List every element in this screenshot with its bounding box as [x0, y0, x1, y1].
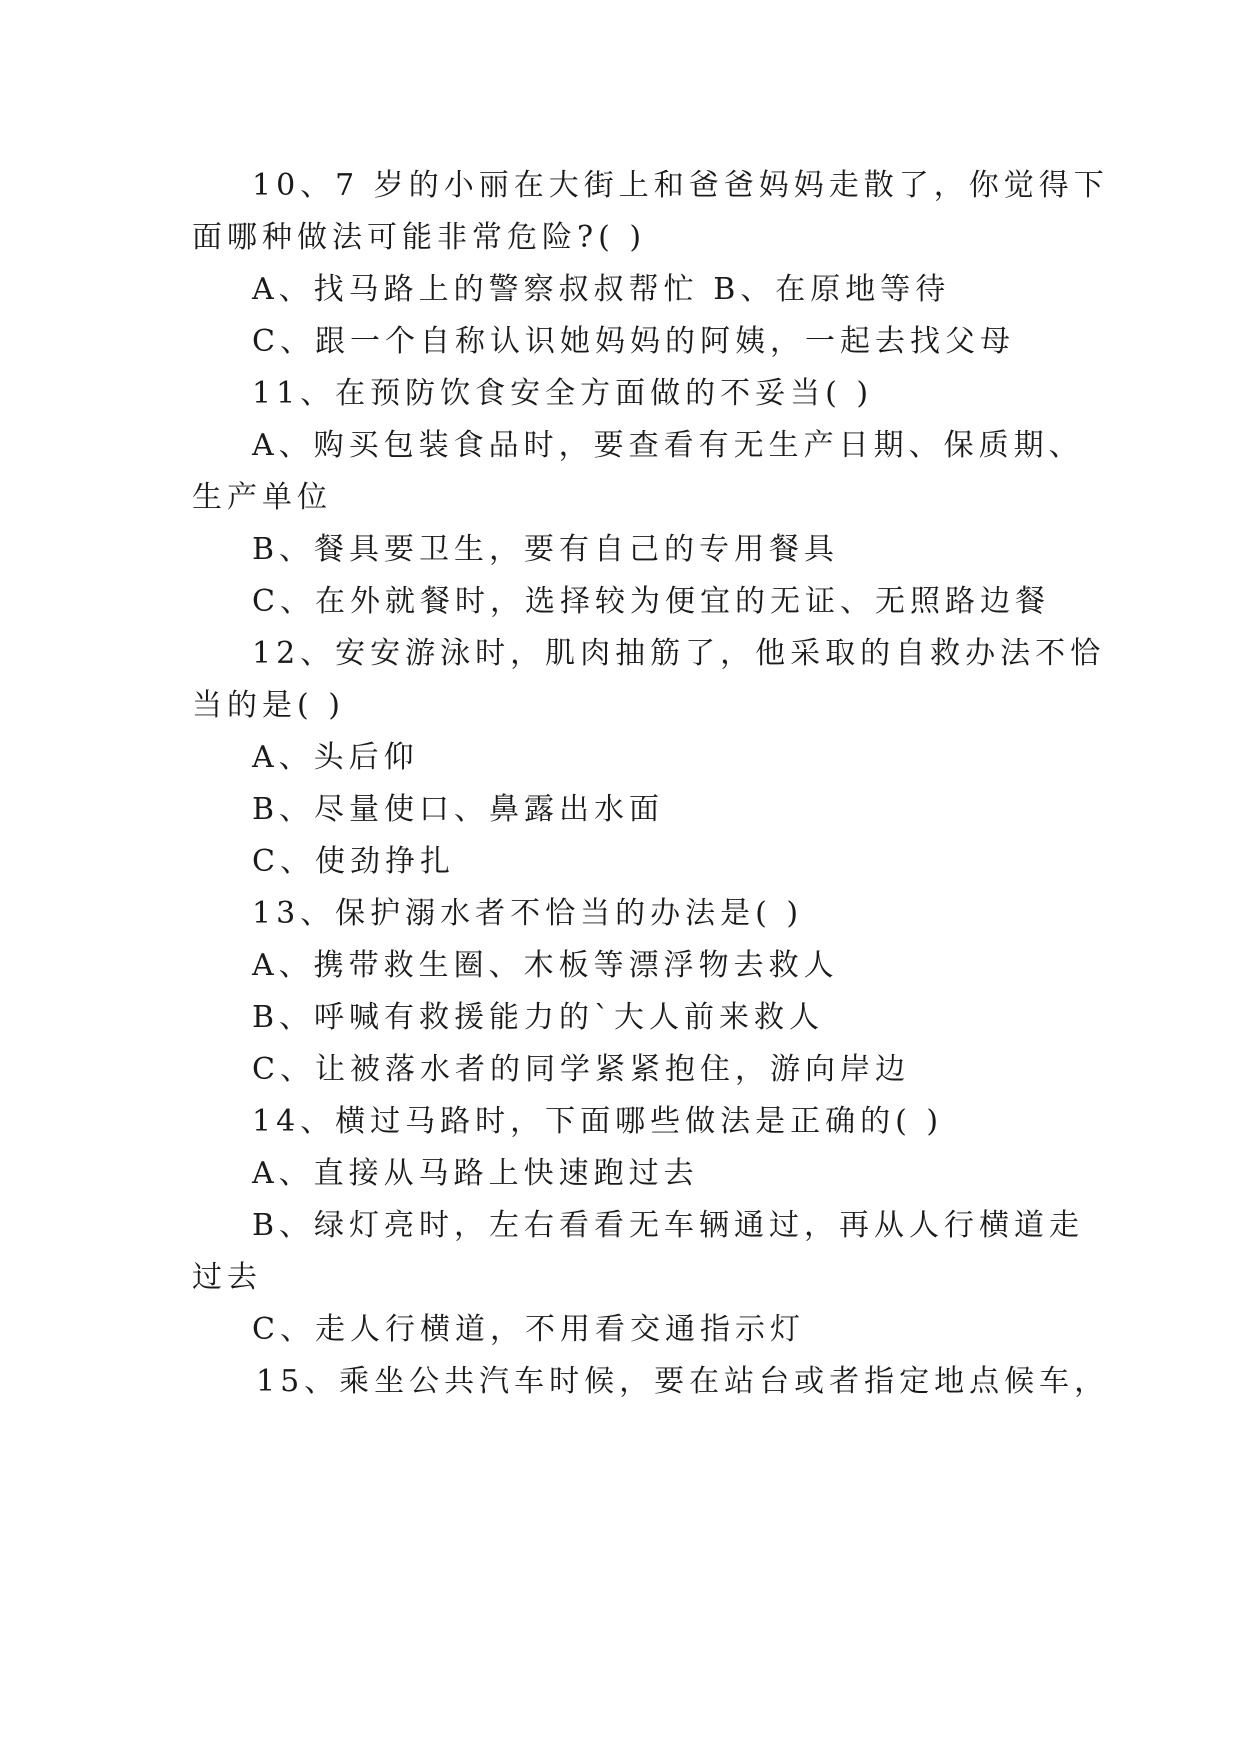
question-13-option-b: B、呼喊有救援能力的`大人前来救人: [252, 1000, 825, 1035]
question-10-options-ab: A、找马路上的警察叔叔帮忙 B、在原地等待: [252, 272, 951, 307]
question-13-option-a: A、携带救生圈、木板等漂浮物去救人: [252, 948, 839, 983]
question-10-line-2: 面哪种做法可能非常危险?( ): [192, 220, 647, 255]
question-11-option-a: A、购买包装食品时，要查看有无生产日期、保质期、: [252, 428, 1084, 463]
question-11-line-1: 11、在预防饮食安全方面做的不妥当( ): [252, 376, 874, 411]
question-12-option-c: C、使劲挣扎: [252, 844, 455, 879]
question-10-option-c: C、跟一个自称认识她妈妈的阿姨，一起去找父母: [252, 324, 1015, 359]
question-14-option-a: A、直接从马路上快速跑过去: [252, 1156, 699, 1191]
question-12-option-a: A、头后仰: [252, 740, 419, 775]
question-13-line-1: 13、保护溺水者不恰当的办法是( ): [252, 896, 804, 931]
question-10-line-1: 10、7 岁的小丽在大街上和爸爸妈妈走散了，你觉得下: [252, 168, 1109, 203]
question-14-line-1: 14、横过马路时，下面哪些做法是正确的( ): [252, 1104, 944, 1139]
question-14-option-b-cont: 过去: [192, 1260, 262, 1295]
question-11-option-a-cont: 生产单位: [192, 480, 332, 515]
question-13-option-c: C、让被落水者的同学紧紧抱住，游向岸边: [252, 1052, 910, 1087]
question-11-option-c: C、在外就餐时，选择较为便宜的无证、无照路边餐: [252, 584, 1050, 619]
question-14-option-c: C、走人行横道，不用看交通指示灯: [252, 1312, 805, 1347]
question-12-line-2: 当的是( ): [192, 688, 345, 723]
question-12-line-1: 12、安安游泳时，肌肉抽筋了，他采取的自救办法不恰: [252, 636, 1106, 671]
question-12-option-b: B、尽量使口、鼻露出水面: [252, 792, 665, 827]
question-11-option-b: B、餐具要卫生，要有自己的专用餐具: [252, 532, 840, 567]
question-14-option-b: B、绿灯亮时，左右看看无车辆通过，再从人行横道走: [252, 1208, 1085, 1243]
question-15-line-1: 15、乘坐公共汽车时候，要在站台或者指定地点候车，: [256, 1364, 1110, 1399]
